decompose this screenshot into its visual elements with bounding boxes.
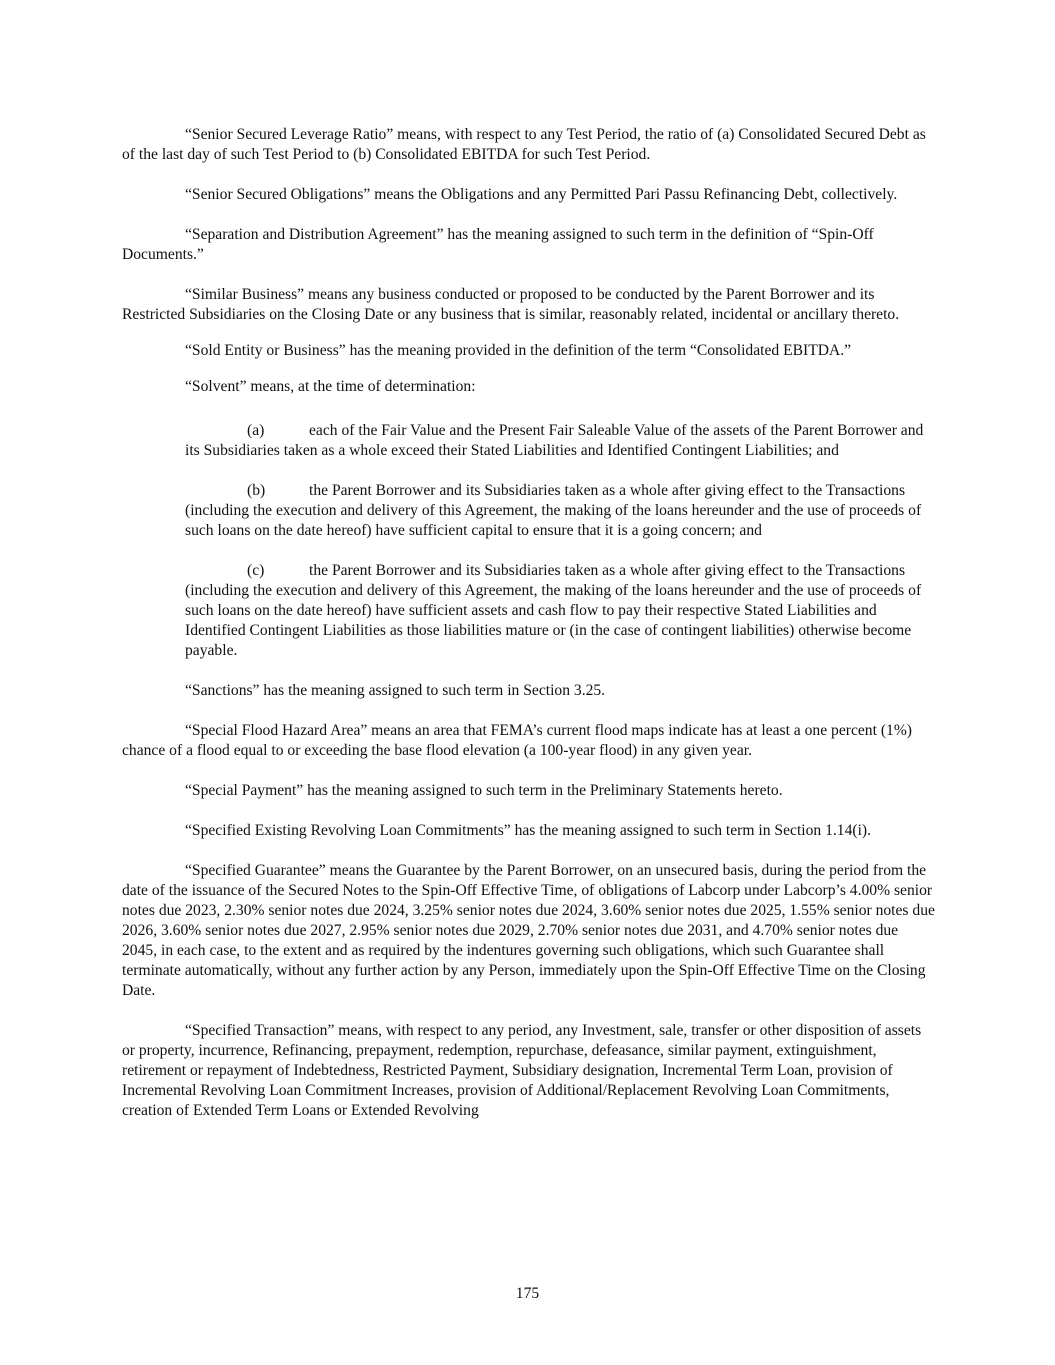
document-body [122,125,936,1121]
clause-label: (a) [247,422,265,439]
definition-specified-existing-revolving-loan-commitments: “Specified Existing Revolving Loan Commitments” has the meaning assigned to such term in Section 1.14(i). [185,822,872,839]
definition-similar-business: “Similar Business” means any business conducted or proposed to be conducted by the Parent Borrower and its Restricted Subsidiaries on the Closing Date or any business that is similar, reasonably related, incidental or ancillary thereto. [122,286,900,323]
solvent-clause-a [185,421,936,461]
definition-special-flood-hazard-area: “Special Flood Hazard Area” means an area that FEMA’s current flood maps indicate has at least a one percent (1%) chance of a flood equal to or exceeding the base flood elevation (a 100-year flood) in any given year. [122,722,912,759]
solvent-clause-c [185,561,936,661]
clause-text: the Parent Borrower and its Subsidiaries taken as a whole after giving effect to the Transactions (including the execution and delivery of this Agreement, the making of the loans hereunder and the use of proceeds of such loans on the date hereof) have sufficient assets and cash flow to pay their respective Stated Liabilities and Identified Contingent Liabilities as those liabilities mature or (in the case of contingent liabilities) otherwise become payable. [185,562,922,659]
definition-special-payment: “Special Payment” has the meaning assigned to such term in the Preliminary Statements hereto. [185,782,783,799]
clause-label: (b) [247,482,266,499]
solvent-clause-b [185,481,936,541]
clause-text: the Parent Borrower and its Subsidiaries taken as a whole after giving effect to the Transactions (including the execution and delivery of this Agreement, the making of the loans hereunder and the use of proceeds of such loans on the date hereof) have sufficient capital to ensure that it is a going concern; and [185,482,922,539]
clause-label: (c) [247,562,265,579]
definition-specified-guarantee: “Specified Guarantee” means the Guarantee by the Parent Borrower, on an unsecured basis, during the period from the date of the issuance of the Secured Notes to the Spin-Off Effective Time, of obligations of Labcorp under Labcorp’s 4.00% senior notes due 2023, 2.30% senior notes due 2024, 3.25% senior notes due 2024, 3.60% senior notes due 2025, 1.55% senior notes due 2026, 3.60% senior notes due 2027, 2.95% senior notes due 2029, 2.70% senior notes due 2031, and 4.70% senior notes due 2045, in each case, to the extent and as required by the indentures governing such obligations, which such Guarantee shall terminate automatically, without any further action by any Person, immediately upon the Spin-Off Effective Time on the Closing Date. [122,862,935,999]
definition-sanctions: “Sanctions” has the meaning assigned to such term in Section 3.25. [185,682,606,699]
definition-senior-secured-leverage-ratio: “Senior Secured Leverage Ratio” means, with respect to any Test Period, the ratio of (a) Consolidated Secured Debt as of the last day of such Test Period to (b) Consolidated EBITDA for such Test Period. [122,126,926,163]
definition-sold-entity-or-business: “Sold Entity or Business” has the meaning provided in the definition of the term “Consolidated EBITDA.” [185,342,852,359]
definition-separation-and-distribution-agreement: “Separation and Distribution Agreement” has the meaning assigned to such term in the definition of “Spin-Off Documents.” [122,226,874,263]
page-number: 175 [515,1285,540,1302]
definition-specified-transaction: “Specified Transaction” means, with respect to any period, any Investment, sale, transfer or other disposition of assets or property, incurrence, Refinancing, prepayment, redemption, repurchase, defeasance, similar payment, extinguishment, retirement or repayment of Indebtedness, Restricted Payment, Subsidiary designation, Incremental Term Loan, provision of Incremental Revolving Loan Commitment Increases, provision of Additional/Replacement Revolving Loan Commitments, creation of Extended Term Loans or Extended Revolving [122,1022,922,1119]
definition-solvent: “Solvent” means, at the time of determination: [185,378,476,395]
clause-text: each of the Fair Value and the Present Fair Saleable Value of the assets of the Parent Borrower and its Subsidiaries taken as a whole exceed their Stated Liabilities and Identified Contingent Liabilities; and [185,422,924,459]
definition-senior-secured-obligations: “Senior Secured Obligations” means the Obligations and any Permitted Pari Passu Refinancing Debt, collectively. [185,186,898,203]
